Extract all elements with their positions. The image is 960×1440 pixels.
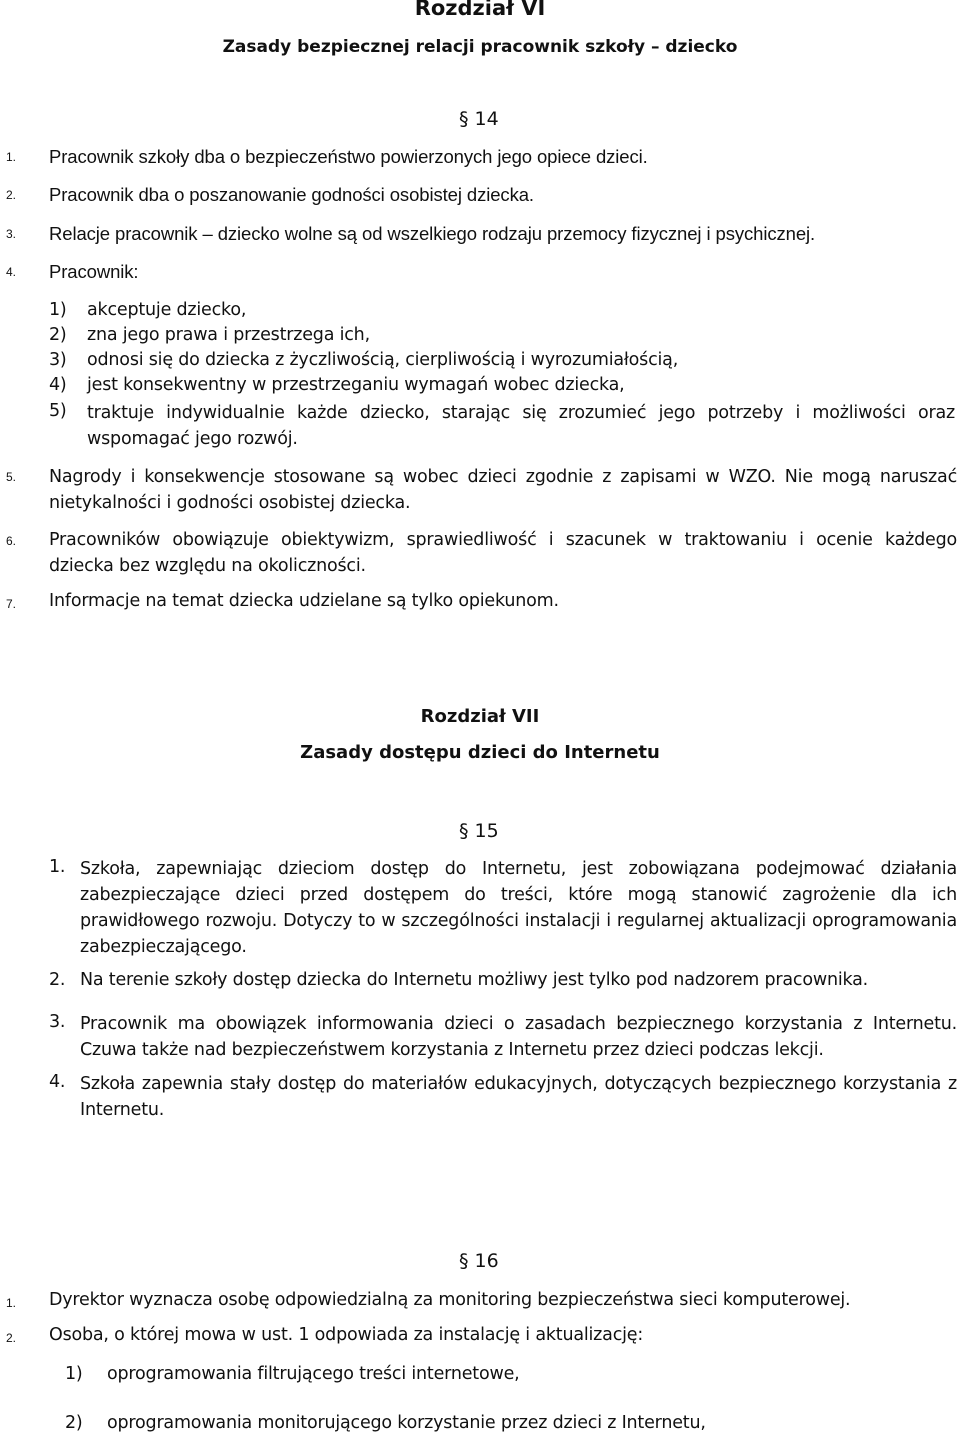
s14-item-3-text: Relacje pracownik – dziecko wolne są od wszelkiego rodzaju przemocy fizycznej i psychicznej. [49,223,816,244]
s14-item-1-number: 1. [6,150,17,164]
s14-sub-1-text: akceptuje dziecko, [87,300,247,320]
s15-item-3-text: Pracownik ma obowiązek informowania dzieci o zasadach bezpiecznego korzystania z Internetu. Czuwa także nad bezpieczeństwem korzystania z Internetu przez dzieci podczas lekcji. [80,1014,957,1060]
chapter-7-subtitle: Zasady dostępu dzieci do Internetu [300,742,660,763]
s16-sub-2-text: oprogramowania monitorującego korzystanie przez dzieci z Internetu, [107,1413,706,1433]
s16-item-2-number: 2. [6,1331,17,1345]
chapter-6-subtitle: Zasady bezpiecznej relacji pracownik szkoły – dziecko [222,37,738,57]
s14-item-5-text: Nagrody i konsekwencje stosowane są wobec dzieci zgodnie z zapisami w WZO. Nie mogą naruszać nietykalności i godności osobistej dziecka. [49,467,957,513]
s14-sub-5-number: 5) [49,401,67,421]
s14-sub-4-number: 4) [49,375,67,395]
s15-item-4-number: 4. [49,1072,66,1092]
s14-sub-2-number: 2) [49,325,67,345]
s14-sub-3-number: 3) [49,350,67,370]
s14-item-2-text: Pracownik dba o poszanowanie godności osobistej dziecka. [49,184,534,205]
s14-sub-4-text: jest konsekwentny w przestrzeganiu wymagań wobec dziecka, [87,375,625,395]
s14-item-4-text: Pracownik: [49,261,139,282]
s14-sub-5-text: traktuje indywidualnie każde dziecko, starając się zrozumieć jego potrzeby i możliwości oraz wspomagać jego rozwój. [87,403,955,449]
s14-sub-2-text: zna jego prawa i przestrzega ich, [87,325,370,345]
s14-item-7-text: Informacje na temat dziecka udzielane są tylko opiekunom. [49,591,559,611]
section-14-sign: § 14 [459,108,499,130]
chapter-7-heading: Rozdział VII [420,706,540,727]
s14-item-6-number: 6. [6,534,17,548]
s16-item-1-text: Dyrektor wyznacza osobę odpowiedzialną za monitoring bezpieczeństwa sieci komputerowej. [49,1290,851,1310]
s16-sub-1-text: oprogramowania filtrującego treści internetowe, [107,1364,520,1384]
s16-item-1-number: 1. [6,1296,17,1310]
s16-sub-1-number: 1) [65,1364,83,1384]
s14-sub-1-number: 1) [49,300,67,320]
s15-item-1-number: 1. [49,857,66,877]
s15-item-2-number: 2. [49,970,66,990]
s16-item-2-text: Osoba, o której mowa w ust. 1 odpowiada za instalację i aktualizację: [49,1325,644,1345]
s14-item-3-number: 3. [6,227,17,241]
s15-item-1-text: Szkoła, zapewniając dzieciom dostęp do Internetu, jest zobowiązana podejmować działania zabezpieczające dzieci przed dostępem do treści, które mogą stanowić zagrożenie dla ich prawidłowego rozwoju. Dotyczy to w szczególności instalacji i regularnej aktualizacji oprogramowania zabezpieczającego. [80,859,957,957]
s15-item-4-text: Szkoła zapewnia stały dostęp do materiałów edukacyjnych, dotyczących bezpiecznego korzystania z Internetu. [80,1074,957,1120]
s14-item-5-number: 5. [6,470,17,484]
s16-sub-2-number: 2) [65,1413,83,1433]
section-15-sign: § 15 [459,820,499,842]
s15-item-3-number: 3. [49,1012,66,1032]
s14-item-1-text: Pracownik szkoły dba o bezpieczeństwo powierzonych jego opiece dzieci. [49,146,648,167]
s14-item-7-number: 7. [6,597,17,611]
section-16-sign: § 16 [459,1250,499,1272]
s14-sub-3-text: odnosi się do dziecka z życzliwością, cierpliwością i wyrozumiałością, [87,350,679,370]
s14-item-6-text: Pracowników obowiązuje obiektywizm, sprawiedliwość i szacunek w traktowaniu i ocenie każdego dziecka bez względu na okoliczności. [49,530,957,576]
s14-item-2-number: 2. [6,188,17,202]
chapter-6-heading: Rozdział VI [414,0,546,20]
s15-item-2-text: Na terenie szkoły dostęp dziecka do Internetu możliwy jest tylko pod nadzorem pracownika. [80,970,869,990]
s14-item-4-number: 4. [6,265,17,279]
